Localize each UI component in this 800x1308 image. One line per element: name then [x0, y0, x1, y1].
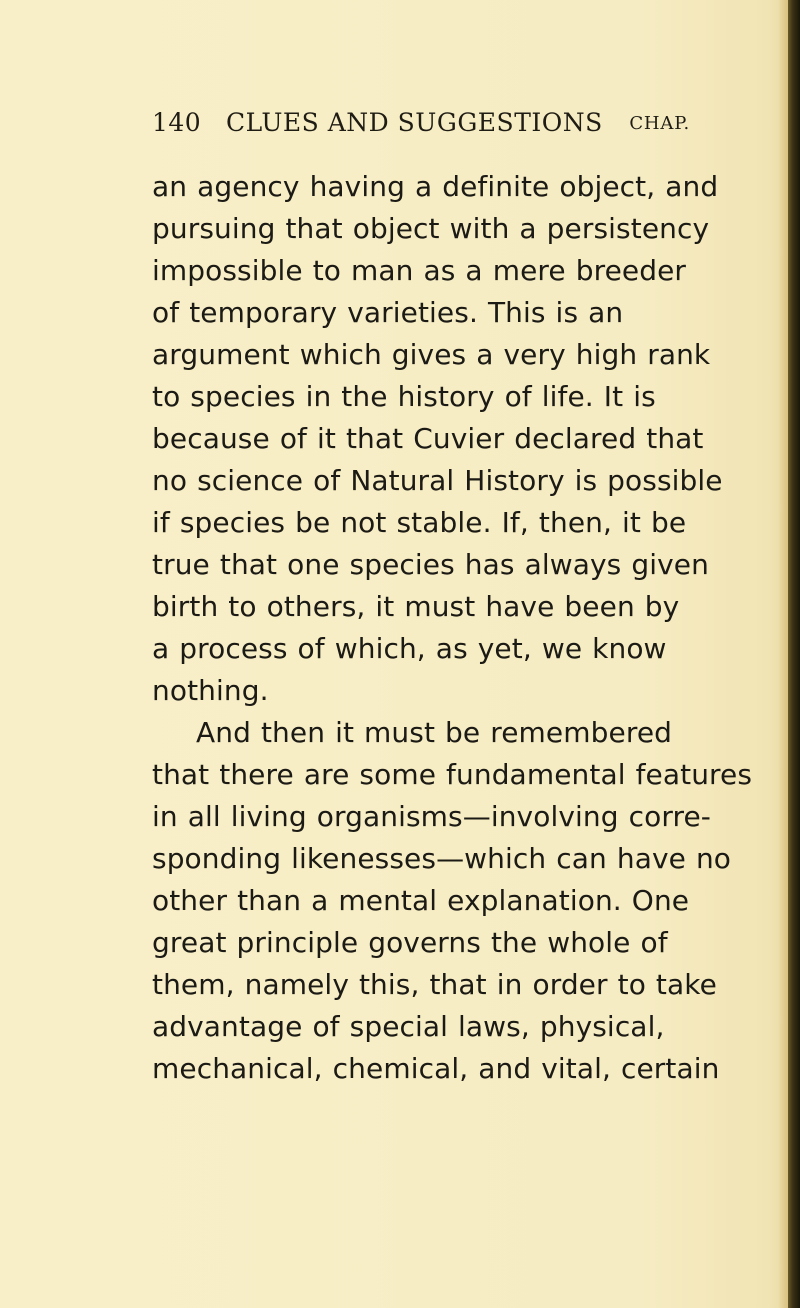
text-line: nothing.: [152, 674, 269, 707]
text-line: advantage of special laws, physical,: [152, 1010, 665, 1043]
text-line: pursuing that object with a persistency: [152, 212, 710, 245]
text-line: if species be not stable. If, then, it be: [152, 506, 687, 539]
text-line: to species in the history of life. It is: [152, 380, 656, 413]
paragraph-start-line: And then it must be remembered: [196, 716, 673, 749]
text-line: sponding likenesses—which can have no: [152, 842, 732, 875]
text-line: other than a mental explanation. One: [152, 884, 690, 917]
page-binding-edge: [788, 0, 800, 1308]
page-number: 140: [152, 108, 202, 137]
running-title: CLUES AND SUGGESTIONS: [226, 108, 603, 137]
running-head: [152, 108, 690, 144]
text-line: true that one species has always given: [152, 548, 709, 581]
text-line: an agency having a definite object, and: [152, 170, 719, 203]
text-line: birth to others, it must have been by: [152, 590, 680, 623]
text-line: in all living organisms—involving corre-: [152, 800, 711, 833]
text-line: of temporary varieties. This is an: [152, 296, 624, 329]
text-line: impossible to man as a mere breeder: [152, 254, 687, 287]
text-line: mechanical, chemical, and vital, certain: [152, 1052, 720, 1085]
body-text: [152, 166, 753, 1090]
page-edge-shadow: [778, 0, 788, 1308]
text-line: no science of Natural History is possible: [152, 464, 723, 497]
chapter-marker: CHAP.: [629, 113, 690, 134]
text-line: a process of which, as yet, we know: [152, 632, 667, 665]
text-line: because of it that Cuvier declared that: [152, 422, 704, 455]
text-line: that there are some fundamental features: [152, 758, 753, 791]
text-line: great principle governs the whole of: [152, 926, 668, 959]
text-line: them, namely this, that in order to take: [152, 968, 717, 1001]
text-line: argument which gives a very high rank: [152, 338, 711, 371]
